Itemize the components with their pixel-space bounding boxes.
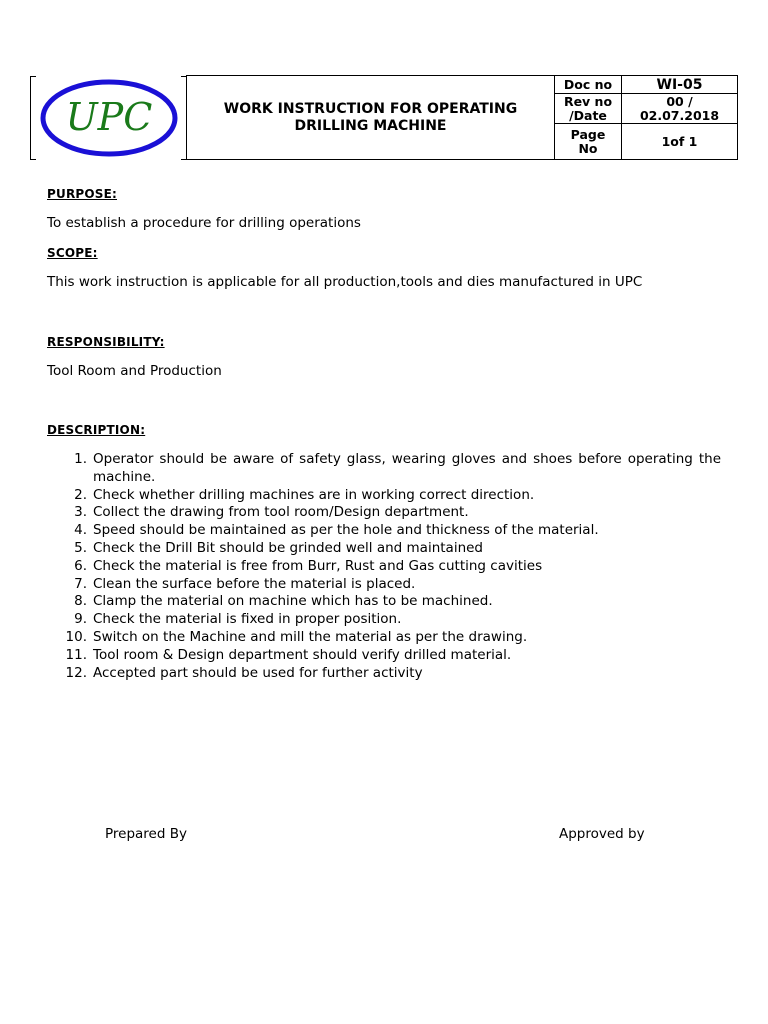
purpose-text: To establish a procedure for drilling operations — [47, 215, 361, 231]
item-number: 10. — [65, 628, 87, 645]
item-text: Clean the surface before the material is placed. — [93, 575, 416, 592]
description-item — [47, 611, 721, 629]
doc-no-label: Doc no — [555, 76, 622, 94]
item-text: Operator should be aware of safety glass, wearing gloves and shoes before operating the machine. — [93, 451, 721, 485]
description-item — [47, 629, 721, 647]
item-number: 3. — [74, 504, 87, 521]
document-header — [30, 75, 738, 160]
description-item — [47, 576, 721, 594]
page-no-value: 1of 1 — [622, 124, 738, 160]
prepared-by-label: Prepared By — [105, 826, 187, 842]
title-line-1: WORK INSTRUCTION FOR OPERATING — [223, 100, 518, 117]
rev-date-value: 00 / 02.07.2018 — [622, 94, 738, 124]
description-item — [47, 665, 721, 683]
item-text: Collect the drawing from tool room/Design department. — [93, 504, 469, 521]
doc-no-value: WI-05 — [622, 76, 738, 94]
responsibility-heading: RESPONSIBILITY: — [47, 335, 165, 349]
title-line-2: DRILLING MACHINE — [294, 117, 447, 134]
item-number: 7. — [74, 575, 87, 592]
item-text: Check whether drilling machines are in working correct direction. — [93, 486, 535, 503]
page-no-label: Page No — [555, 124, 622, 160]
item-text: Tool room & Design department should verify drilled material. — [93, 646, 512, 663]
description-item — [47, 593, 721, 611]
item-number: 1. — [74, 451, 87, 467]
item-text: Speed should be maintained as per the hole and thickness of the material. — [93, 522, 599, 539]
item-number: 12. — [65, 664, 87, 681]
responsibility-text: Tool Room and Production — [47, 363, 222, 379]
item-number: 6. — [74, 557, 87, 574]
scope-text: This work instruction is applicable for all production,tools and dies manufactured in UPC — [47, 274, 643, 290]
description-item — [47, 522, 721, 540]
item-text: Switch on the Machine and mill the material as per the drawing. — [93, 628, 528, 645]
description-item — [47, 504, 721, 522]
description-list — [47, 451, 721, 682]
document-title — [187, 76, 555, 160]
logo-cell — [31, 76, 187, 160]
description-item — [47, 451, 721, 487]
scope-heading: SCOPE: — [47, 246, 98, 260]
item-text: Check the Drill Bit should be grinded well and maintained — [93, 539, 484, 556]
item-number: 4. — [74, 522, 87, 539]
item-number: 8. — [74, 593, 87, 610]
item-text: Clamp the material on machine which has to be machined. — [93, 593, 493, 610]
rev-date-label: Rev no /Date — [555, 94, 622, 124]
purpose-heading: PURPOSE: — [47, 187, 118, 201]
description-item — [47, 558, 721, 576]
description-heading: DESCRIPTION: — [47, 423, 146, 437]
description-item — [47, 647, 721, 665]
description-item — [47, 540, 721, 558]
approved-by-label: Approved by — [559, 826, 645, 842]
item-text: Check the material is fixed in proper position. — [93, 611, 402, 628]
item-number: 9. — [74, 611, 87, 628]
item-number: 11. — [65, 646, 87, 663]
item-number: 5. — [74, 539, 87, 556]
item-text: Check the material is free from Burr, Rust and Gas cutting cavities — [93, 557, 543, 574]
item-text: Accepted part should be used for further activity — [93, 664, 423, 681]
item-number: 2. — [74, 486, 87, 503]
upc-logo — [39, 78, 179, 158]
logo-lettering: UPC — [65, 94, 152, 139]
description-item — [47, 487, 721, 505]
